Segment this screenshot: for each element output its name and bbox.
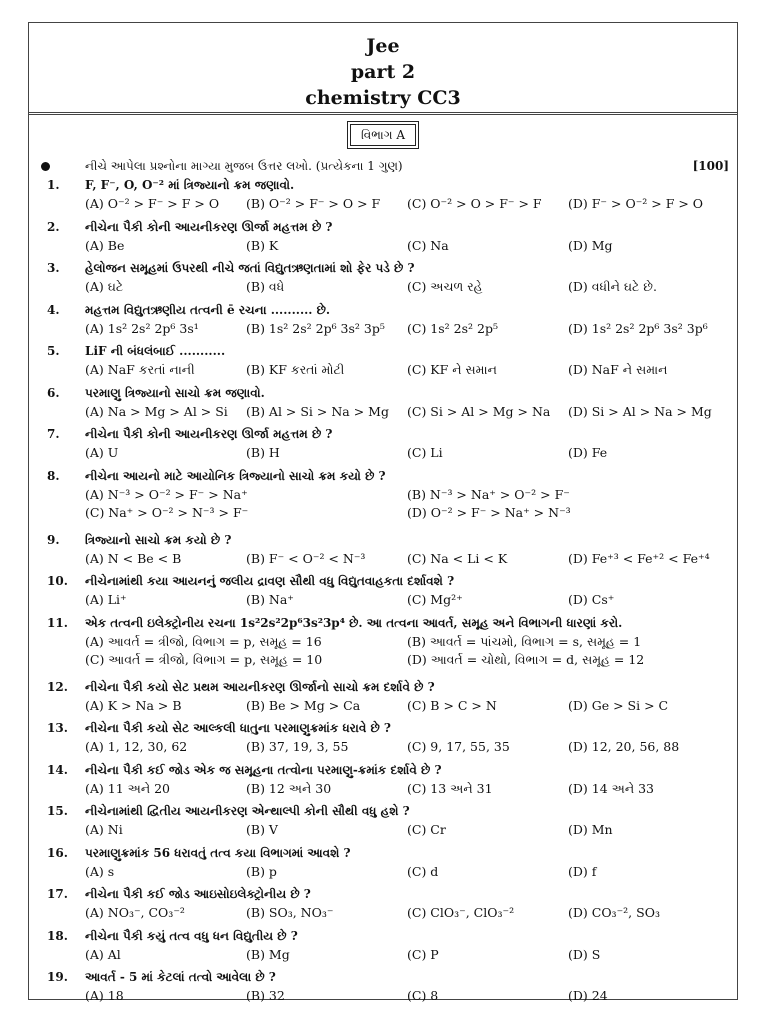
question-list xyxy=(29,178,737,1012)
option-b: (B) Al > Si > Na > Mg xyxy=(246,403,389,419)
option-a: (A) s xyxy=(85,863,115,879)
question-item xyxy=(29,721,737,763)
option-a: (A) NaF કરતાં નાની xyxy=(85,362,195,377)
question-item xyxy=(29,220,737,262)
option-d: (D) વધીને ઘટે છે. xyxy=(568,279,657,294)
option-b: (B) K xyxy=(246,237,279,253)
option-d: (D) 14 અને 33 xyxy=(568,780,655,796)
question-number: 14. xyxy=(47,762,68,777)
option-c: (C) 9, 17, 55, 35 xyxy=(407,739,510,754)
option-a: (A) Al xyxy=(85,946,121,962)
option-c: (C) ClO₃⁻, ClO₃⁻² xyxy=(407,905,515,920)
question-text: આવર્ત - 5 માં કેટલાં તત્વો આવેલા છે ? xyxy=(85,970,276,984)
option-d: (D) Ge > Si > C xyxy=(568,697,669,713)
document-header xyxy=(29,23,737,115)
question-number: 8. xyxy=(47,468,60,483)
option-b: (B) Na⁺ xyxy=(246,592,294,607)
option-b: (B) 1s² 2s² 2p⁶ 3s² 3p⁵ xyxy=(246,320,385,336)
option-c: (C) Na xyxy=(407,237,449,253)
option-d: (D) f xyxy=(568,863,597,879)
option-d: (D) 12, 20, 56, 88 xyxy=(568,739,680,754)
option-b: (B) N⁻³ > Na⁺ > O⁻² > F⁻ xyxy=(407,486,570,502)
option-a: (A) O⁻² > F⁻ > F > O xyxy=(85,196,220,211)
question-text: એક તત્વની ઇલેક્ટ્રોનીય રચના 1s²2s²2p⁶3s²3p⁴ છે. આ તત્વના આવર્ત, સમૂહ અને વિભાગની ધારણાં કરો. xyxy=(85,615,623,630)
option-d: (D) Fe xyxy=(568,445,608,460)
option-c: (C) Na⁺ > O⁻² > N⁻³ > F⁻ xyxy=(85,504,249,520)
header-subtitle: part 2 xyxy=(350,61,416,83)
option-c: (C) P xyxy=(407,946,439,962)
option-a: (A) N⁻³ > O⁻² > F⁻ > Na⁺ xyxy=(85,486,248,502)
option-a: (A) Li⁺ xyxy=(85,592,127,607)
option-a: (A) Na > Mg > Al > Si xyxy=(85,403,228,419)
option-d: (D) Si > Al > Na > Mg xyxy=(568,403,712,419)
instruction-row xyxy=(29,156,737,176)
question-number: 13. xyxy=(47,721,68,735)
option-b: (B) H xyxy=(246,445,280,460)
question-item xyxy=(29,887,737,929)
option-c: (C) d xyxy=(407,863,439,879)
question-text: મહત્તમ વિદ્યુતઋણીય તત્વની ē રચના .......... છે. xyxy=(85,302,331,317)
question-text: નીચેના પૈકી કયો સેટ પ્રથમ આયનીકરણ ઊર્જાનો સાચો ક્રમ દર્શાવે છે ? xyxy=(85,679,435,694)
option-c: (C) Mg²⁺ xyxy=(407,592,463,607)
option-a: (A) 1, 12, 30, 62 xyxy=(85,739,188,754)
option-a: (A) U xyxy=(85,445,119,460)
option-c: (C) B > C > N xyxy=(407,697,497,713)
option-b: (B) O⁻² > F⁻ > O > F xyxy=(246,196,381,211)
question-text: નીચેના પૈકી કયું તત્વ વધુ ધન વિદ્યુતીય છે ? xyxy=(85,928,298,943)
question-item xyxy=(29,344,737,386)
option-d: (D) NaF ને સમાન xyxy=(568,362,668,377)
question-number: 3. xyxy=(47,261,60,275)
option-d: (D) Cs⁺ xyxy=(568,592,615,607)
option-b: (B) 32 xyxy=(246,988,285,1003)
question-item xyxy=(29,261,737,303)
question-number: 7. xyxy=(47,427,60,441)
option-d: (D) Fe⁺³ < Fe⁺² < Fe⁺⁴ xyxy=(568,550,710,566)
option-c: (C) અચળ રહે xyxy=(407,279,483,294)
question-text: નીચેના પૈકી કોની આયનીકરણ ઊર્જા મહત્તમ છે ? xyxy=(85,427,333,441)
option-a: (A) 1s² 2s² 2p⁶ 3s¹ xyxy=(85,320,199,336)
option-b: (B) F⁻ < O⁻² < N⁻³ xyxy=(246,550,366,566)
option-a: (A) આવર્ત = ત્રીજો, વિભાગ = p, સમૂહ = 16 xyxy=(85,633,322,649)
question-item xyxy=(29,970,737,1012)
option-d: (D) O⁻² > F⁻ > Na⁺ > N⁻³ xyxy=(407,504,571,520)
question-item xyxy=(29,616,737,680)
question-text: પરમાણુ ત્રિજ્યાનો સાચો ક્રમ જણાવો. xyxy=(85,385,265,400)
bullet-icon xyxy=(41,162,50,171)
option-c: (C) Si > Al > Mg > Na xyxy=(407,403,551,419)
option-c: (C) KF ને સમાન xyxy=(407,362,497,377)
option-b: (B) આવર્ત = પાંચમો, વિભાગ = s, સમૂહ = 1 xyxy=(407,633,642,649)
question-number: 11. xyxy=(47,615,68,630)
question-number: 16. xyxy=(47,845,68,860)
question-text: નીચેનામાંથી દ્વિતીય આયનીકરણ એન્થાલ્પી કોની સૌથી વધુ હશે ? xyxy=(85,804,410,818)
question-item xyxy=(29,303,737,345)
question-number: 4. xyxy=(47,302,60,317)
question-number: 1. xyxy=(47,178,60,192)
question-text: નીચેના પૈકી કોની આયનીકરણ ઊર્જા મહત્તમ છે ? xyxy=(85,219,333,234)
option-b: (B) 12 અને 30 xyxy=(246,780,332,796)
question-text: નીચેના પૈકી કયો સેટ આલ્કલી ધાતુના પરમાણુક્રમાંક ધરાવે છે ? xyxy=(85,721,391,735)
option-d: (D) 1s² 2s² 2p⁶ 3s² 3p⁶ xyxy=(568,320,708,336)
option-c: (C) Cr xyxy=(407,822,446,837)
option-d: (D) 24 xyxy=(568,988,608,1003)
option-a: (A) K > Na > B xyxy=(85,697,182,713)
option-c: (C) આવર્ત = ત્રીજો, વિભાગ = p, સમૂહ = 10 xyxy=(85,651,323,667)
question-item xyxy=(29,804,737,846)
question-number: 18. xyxy=(47,928,68,943)
instruction-text: નીચે આપેલા પ્રશ્નોના માગ્યા મુજબ ઉત્તર લખો. (પ્રત્યેકના 1 ગુણ) xyxy=(85,159,403,173)
option-b: (B) p xyxy=(246,863,277,879)
option-a: (A) 11 અને 20 xyxy=(85,780,171,796)
option-a: (A) N < Be < B xyxy=(85,550,182,566)
question-number: 9. xyxy=(47,532,60,547)
option-b: (B) SO₃, NO₃⁻ xyxy=(246,905,334,920)
option-c: (C) Li xyxy=(407,445,443,460)
question-number: 5. xyxy=(47,344,60,358)
question-text: નીચેના આયનો માટે આયોનિક ત્રિજ્યાનો સાચો ક્રમ કયો છે ? xyxy=(85,468,386,483)
total-marks: [100] xyxy=(692,159,729,173)
option-b: (B) વધે xyxy=(246,279,285,294)
question-text: પરમાણુક્રમાંક 56 ધરાવતું તત્વ કયા વિભાગમાં આવશે ? xyxy=(85,845,351,860)
option-c: (C) 1s² 2s² 2p⁵ xyxy=(407,320,498,336)
option-d: (D) આવર્ત = ચોથો, વિભાગ = d, સમૂહ = 12 xyxy=(407,651,645,667)
question-item xyxy=(29,469,737,533)
header-title: Jee xyxy=(366,35,400,57)
header-subject: chemistry CC3 xyxy=(305,87,461,109)
question-text: નીચેનામાંથી કયા આયનનું જલીય દ્રાવણ સૌથી વધુ વિદ્યુતવાહકતા દર્શાવશે ? xyxy=(85,574,455,588)
option-a: (A) Ni xyxy=(85,822,123,837)
question-item xyxy=(29,763,737,805)
option-a: (A) Be xyxy=(85,237,125,253)
question-number: 12. xyxy=(47,679,68,694)
question-item xyxy=(29,574,737,616)
option-a: (A) NO₃⁻, CO₃⁻² xyxy=(85,905,185,920)
document-page xyxy=(28,22,738,1003)
question-text: ત્રિજ્યાનો સાચો ક્રમ કયો છે ? xyxy=(85,532,232,547)
question-item xyxy=(29,533,737,575)
option-d: (D) Mg xyxy=(568,237,613,253)
question-text: હેલોજન સમૂહમાં ઉપરથી નીચે જતાં વિદ્યુતઋણતામાં શો ફેર પડે છે ? xyxy=(85,261,415,275)
question-text: નીચેના પૈકી કઈ જોડ આઇસોઇલેક્ટ્રોનીય છે ? xyxy=(85,887,311,901)
option-c: (C) O⁻² > O > F⁻ > F xyxy=(407,196,542,211)
option-b: (B) KF કરતાં મોટી xyxy=(246,362,345,377)
question-number: 17. xyxy=(47,887,68,901)
question-number: 2. xyxy=(47,219,60,234)
option-b: (B) 37, 19, 3, 55 xyxy=(246,739,349,754)
question-number: 19. xyxy=(47,970,68,984)
question-item xyxy=(29,929,737,971)
option-b: (B) Be > Mg > Ca xyxy=(246,697,361,713)
option-c: (C) 8 xyxy=(407,988,439,1003)
question-item xyxy=(29,386,737,428)
option-d: (D) Mn xyxy=(568,822,613,837)
option-c: (C) Na < Li < K xyxy=(407,550,508,566)
option-d: (D) S xyxy=(568,946,601,962)
question-item xyxy=(29,178,737,220)
question-number: 15. xyxy=(47,804,68,818)
question-item xyxy=(29,680,737,722)
option-c: (C) 13 અને 31 xyxy=(407,780,493,796)
option-a: (A) 18 xyxy=(85,988,124,1003)
question-number: 6. xyxy=(47,385,60,400)
option-b: (B) Mg xyxy=(246,946,290,962)
question-number: 10. xyxy=(47,574,68,588)
question-item xyxy=(29,846,737,888)
question-text: LiF ની બંધલંબાઈ ........... xyxy=(85,344,226,358)
option-b: (B) V xyxy=(246,822,278,837)
section-label: વિભાગ A xyxy=(350,124,416,146)
question-text: F, F⁻, O, O⁻² માં ત્રિજ્યાનો ક્રમ જણાવો. xyxy=(85,178,295,192)
question-text: નીચેના પૈકી કઈ જોડ એક જ સમૂહના તત્વોના પરમાણુ-ક્રમાંક દર્શાવે છે ? xyxy=(85,762,442,777)
question-item xyxy=(29,427,737,469)
option-d: (D) F⁻ > O⁻² > F > O xyxy=(568,196,704,211)
option-d: (D) CO₃⁻², SO₃ xyxy=(568,905,660,920)
option-a: (A) ઘટે xyxy=(85,279,124,294)
